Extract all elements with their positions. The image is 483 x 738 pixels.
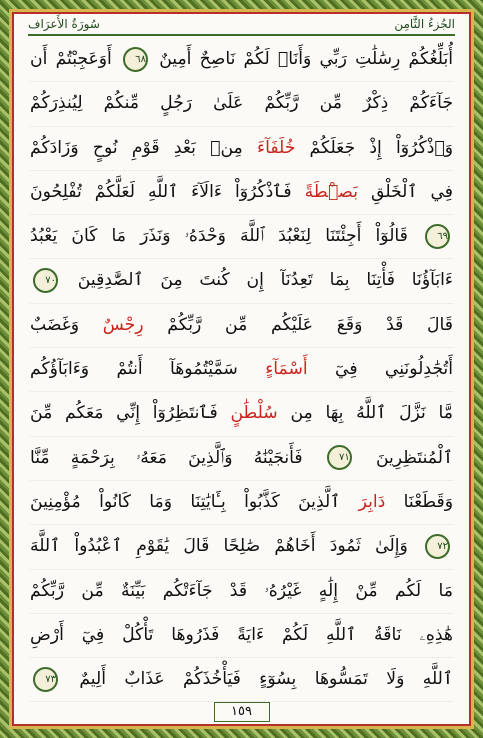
ayah-number-marker: ٦٩ [425,224,450,249]
text-line [30,392,453,436]
text-segment: قَالُوٓاْ أَجِئْتَنَا لِنَعْبُدَ ٱللَّهَ وَحْدَهُۥ وَنَذَرَ مَا كَانَ يَعْبُدُ [30,226,422,247]
ayah-number-marker: ٦٨ [123,47,148,72]
text-line [30,127,453,171]
juz-label: الجُزءُ الثَّامِن [394,17,455,31]
text-line [30,215,453,259]
highlighted-word: خُلَفَآءَ [257,137,296,158]
text-segment: فَٱذْكُرُوٓاْ ءَالَآءَ ٱللَّهِ لَعَلَّكُمْ تُفْلِحُونَ [30,181,305,202]
ayah-number-marker: ٧٠ [33,268,58,293]
quran-text [30,38,453,688]
text-line [30,82,453,126]
text-segment: ٱلَّذِينَ كَذَّبُواْ بِـَٔايَٰتِنَا وَمَا كَانُواْ مُؤْمِنِينَ [30,491,359,512]
text-line [30,481,453,525]
text-segment: مِنۢ بَعْدِ قَوْمِ نُوحٍ وَزَادَكُمْ [30,137,257,158]
text-segment: أُبَلِّغُكُمْ رِسَٰلَٰتِ رَبِّي وَأَنَا۠ لَكُمْ نَاصِحٌ أَمِينٌ [151,49,453,69]
surah-label: سُورَةُ الأَعرَاف [28,17,100,31]
page-header [14,14,469,34]
header-divider [28,34,455,36]
text-line [30,259,453,303]
text-line [30,525,453,569]
text-segment: وَإِلَىٰ ثَمُودَ أَخَاهُمْ صَٰلِحًا قَالَ يَٰقَوْمِ ٱعْبُدُواْ ٱللَّهَ [30,536,422,557]
highlighted-word: رِجْسٌ [102,314,144,335]
text-segment: أَوَعَجِبْتُمْ أَن [30,49,121,69]
highlighted-word: بَصْۜطَةً [304,181,358,202]
text-line [30,614,453,658]
text-line [30,38,453,82]
text-segment: وَٱذْكُرُوٓاْ إِذْ جَعَلَكُمْ [295,137,453,158]
text-line [30,348,453,392]
text-line [30,171,453,215]
text-segment: مَّا نَزَّلَ ٱللَّهُ بِهَا مِن [277,403,453,424]
page-number: ١٥٩ [214,702,270,722]
highlighted-word: أَسْمَآءٍ [265,359,308,380]
text-segment: هَٰذِهِۦ نَاقَةُ ٱللَّهِ لَكُمْ ءَايَةً فَذَرُوهَا تَأْكُلْ فِيٓ أَرْضِ [30,624,453,645]
text-segment: ٱلْمُنتَظِرِينَ [354,447,453,468]
text-segment: قَالَ قَدْ وَقَعَ عَلَيْكُم مِّن رَّبِّكُمْ [143,314,453,335]
text-segment: جَآءَكُمْ ذِكْرٌ مِّن رَّبِّكُمْ عَلَىٰ رَجُلٍ مِّنكُمْ لِيُنذِرَكُمْ [30,93,453,114]
text-segment: سَمَّيْتُمُوهَآ أَنتُمْ وَءَابَآؤُكُم [30,359,266,380]
text-line [30,570,453,614]
ayah-number-marker: ٧٢ [425,534,450,559]
text-segment: أَتُجَٰدِلُونَنِي فِيٓ [307,359,453,380]
ayah-number-marker: ٧٣ [33,667,58,692]
highlighted-word: دَابِرَ [358,491,386,512]
text-segment: مَا لَكُم مِّنْ إِلَٰهٍ غَيْرُهُۥ قَدْ جَآءَتْكُم بَيِّنَةٌ مِّن رَّبِّكُمْ [30,580,453,601]
text-segment: فَٱنتَظِرُوٓاْ إِنِّي مَعَكُم مِّنَ [30,403,231,424]
text-segment: فَأَنجَيْنَٰهُ وَٱلَّذِينَ مَعَهُۥ بِرَحْمَةٍ مِّنَّا [30,447,324,468]
text-segment: ٱللَّهِ وَلَا تَمَسُّوهَا بِسُوٓءٍ فَيَأْخُذَكُمْ عَذَابٌ أَلِيمٌ [61,669,453,690]
text-line [30,304,453,348]
text-line [30,437,453,481]
text-segment: وَغَضَبٌ [30,314,103,335]
text-line [30,658,453,702]
text-segment: ءَابَآؤُنَا فَأْتِنَا بِمَا تَعِدُنَآ إِن كُنتَ مِنَ ٱلصَّٰدِقِينَ [61,270,453,291]
highlighted-word: سُلْطَٰنٍ [230,403,278,424]
text-segment: وَقَطَعْنَا [385,491,453,512]
text-segment: فِي ٱلْخَلْقِ [357,181,453,202]
ayah-number-marker: ٧١ [327,445,352,470]
